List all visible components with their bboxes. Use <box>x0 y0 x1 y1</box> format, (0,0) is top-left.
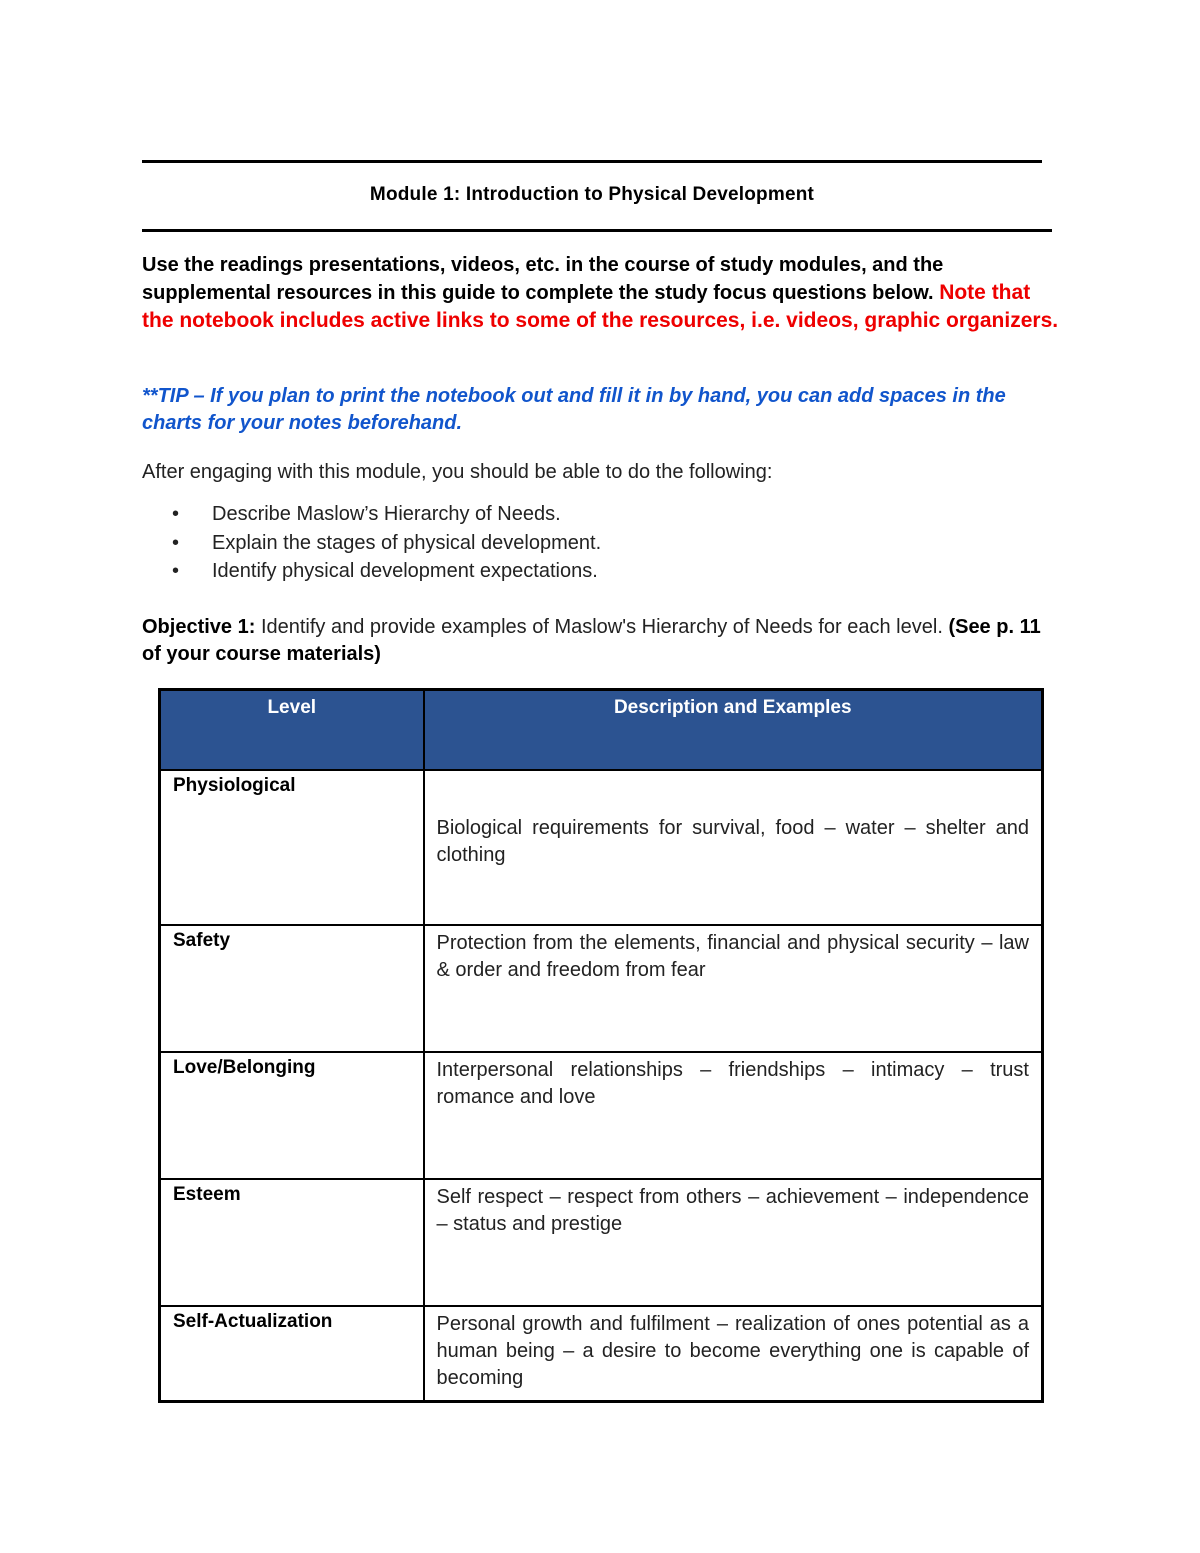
description-cell[interactable]: Interpersonal relationships – friendships – intimacy – trust romance and love <box>424 1052 1043 1179</box>
top-rule <box>142 160 1042 163</box>
objective-reference: (See p. 11 of your course materials) <box>142 616 1041 665</box>
bullet-icon: • <box>172 503 180 525</box>
level-cell: Esteem <box>160 1179 424 1306</box>
tip-note: **TIP – If you plan to print the notebook out and fill it in by hand, you can add spaces in the charts for your notes beforehand. <box>142 385 1006 434</box>
table-row <box>160 1052 1043 1179</box>
table-row <box>160 1306 1043 1402</box>
table-header-row <box>160 690 1043 770</box>
level-cell: Physiological <box>160 770 424 925</box>
bullet-icon: • <box>172 560 180 582</box>
level-cell: Safety <box>160 925 424 1052</box>
list-item: • Identify physical development expectations. <box>142 557 601 586</box>
description-cell[interactable]: Protection from the elements, financial and physical security – law & order and freedom from fear <box>424 925 1043 1052</box>
outcomes-intro: After engaging with this module, you should be able to do the following: <box>142 461 773 483</box>
level-cell: Love/Belonging <box>160 1052 424 1179</box>
description-cell[interactable]: Self respect – respect from others – achievement – independence – status and prestige <box>424 1179 1043 1306</box>
table-row <box>160 770 1043 925</box>
title-rule <box>142 229 1052 232</box>
table-row <box>160 1179 1043 1306</box>
description-cell[interactable]: Personal growth and fulfilment – realization of ones potential as a human being – a desire to become everything one is capable of becoming <box>424 1306 1043 1402</box>
intro-paragraph <box>142 252 1062 335</box>
header-description: Description and Examples <box>424 690 1043 770</box>
list-item: • Describe Maslow’s Hierarchy of Needs. <box>142 500 601 529</box>
outcomes-list <box>142 500 601 586</box>
objective-label: Objective 1: <box>142 616 256 638</box>
intro-red-note[interactable]: Note that the notebook includes active links to some of the resources, i.e. videos, graphic organizers. <box>142 281 1059 332</box>
list-item: • Explain the stages of physical development. <box>142 529 601 558</box>
description-cell[interactable]: Biological requirements for survival, food – water – shelter and clothing <box>424 770 1043 925</box>
level-cell: Self-Actualization <box>160 1306 424 1402</box>
bullet-icon: • <box>172 531 180 554</box>
objective-1 <box>142 614 1062 668</box>
header-level: Level <box>160 690 424 770</box>
intro-bold-text: Use the readings presentations, videos, etc. in the course of study modules, and the supplemental resources in this guide to complete the study focus questions below. <box>142 254 944 304</box>
module-title: Module 1: Introduction to Physical Development <box>369 184 815 205</box>
objective-text: Identify and provide examples of Maslow's Hierarchy of Needs for each level. <box>255 616 949 638</box>
table-row <box>160 925 1043 1052</box>
maslow-table <box>158 688 1044 1403</box>
